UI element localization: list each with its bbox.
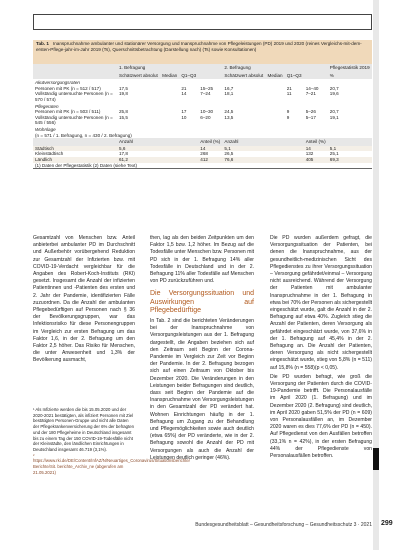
journal-footer: Bundesgesundheitsblatt – Gesundheitsforschung – Gesundheitsschutz 3 · 2021 xyxy=(195,522,372,528)
table-row: Vollständig untersuchte Personen (n = 545 / 556) 15,5 10 6–20 13,5 9 5–17 19,1 xyxy=(35,114,339,126)
table-caption xyxy=(33,40,372,64)
table-section-heading: Wohnlage xyxy=(35,126,56,132)
table-row: Personen mit PK (n = 512 / 517) 17,5 21 15–25 16,7 21 14–40 20,7 xyxy=(35,85,339,91)
table-section-heading: Pflegeraten xyxy=(35,103,59,109)
page-number: 299 xyxy=(381,520,393,527)
table-row: Vollständig untersuchte Personen (n = 570 / 574) 19,8 14 7–24 18,1 11 7–21 19,6 xyxy=(35,91,339,102)
table-row: Kleinstädtisch 17,8 268 26,5 132 25,1 xyxy=(35,151,339,157)
section-subheading: Die Versorgungssituation und Auswirkungen auf Pflegebedürftige xyxy=(150,290,254,314)
data-table xyxy=(33,64,372,169)
running-header-box xyxy=(33,14,372,30)
footnote-2-link[interactable]: ² https://www.rki.de/DE/Content/InfAZ/N/Neuartiges_Coronavirus/Situationsberichte/ Berichte/Sit. berichte_Archiv_ne (abgerufen am 21.05.2021) xyxy=(33,452,190,475)
table-row: Ländlich 61,2 412 76,6 405 69,3 xyxy=(33,157,372,163)
body-paragraph: In Tab. 2 sind die berichteten Veränderungen bei der Inanspruchnahme von Versorgungsleistungen aus der 1. Befragung dargestellt, die Angaben beziehen sich auf den Zeitraum seit Beginn der Corona-Pandemie im Vergleich zur Zeit vor Beginn der Pandemie. In der 2. Befragung bezogen sich auf einen Zeitraum von Oktober bis Dezember 2020. Die Veränderungen in den Leistungen beider Befragungen sind deutlich, dass seit Beginn der Pandemie auf die Inanspruchnahme von Versorgungsleistungen in den Gesamtzahl der PD verändert hat. Wohnen Einrichtungen häufig in der 1. Befragung um Zugang zu der Behandlung und Pflegemöglichkeiten sowie auch deutlich (etwa 65%) der PD veränderte, wie in der 2. Befragung sowohl die Anzahl der PD mit Versorgungen als auch die Anzahl der Leistungen deutlich geringer (46%). xyxy=(150,318,254,461)
footnote-1: ¹ Als Infizierte werden die bis 15.05.2020 und der 2020-2021 bestätigten, als infiziert Personen mit Ziel bestätigten Personen-Gruppe und nicht alle Daten der Pflegekrankenversicherung der 6% der befragten und der 180 Pflegeheime in Deutschland insgesamt bis zu einem Tag der 150 COVID-19-Todesfälle nicht der Kleinstädte, den ländlichen Einrichtungen in Deutschland insgesamt 46.719 (3,1%). xyxy=(33,407,135,452)
table-caption-text: Inanspruchnahme ambulanter und stationärer Versorgung und Inanspruchnahme von Pflegeleistungen (PD) 2019 und 2020 (reines Vergleichs-mit-dem-ersten-Pflege-jahr-im-Jahr 2019 (Ts), Querschnittsbetrachtung (Darstellung nach) (Ts) sowie Konsultationen) xyxy=(36,41,362,53)
page-side-marker xyxy=(373,448,379,470)
table-label: Tab. 1 xyxy=(36,41,49,46)
table-header-row-2: Schätzwert absolut Median Q1–Q3 Schätzwert absolut Median Q1–Q3 % xyxy=(33,72,372,80)
table-section-heading: Akutversorgungsraten xyxy=(35,80,80,86)
table-header-row-1: 1. Befragung 2. Befragung Pflegestatistik 2019 xyxy=(33,64,372,72)
body-column-3 xyxy=(270,235,372,460)
body-column-2 xyxy=(150,235,254,462)
footnotes xyxy=(33,407,190,475)
table-header-row-3: Anzahl Anteil (%) Anzahl Anteil (%) xyxy=(33,138,372,146)
table-footnote-row: (1) Daten der Pflegestatistik (2) Daten (siehe Text) xyxy=(33,163,372,169)
body-column-1 xyxy=(33,235,135,365)
table-section-note: (n = 571 / 1. Befragung, n = 430 / 2. Befragung) xyxy=(35,132,132,138)
table-row: Personen mit PK (n = 503 / 511) 25,8 17 10–30 24,5 9 5–26 20,7 xyxy=(35,109,339,115)
body-paragraph: then, lag als den beiden Zeitpunkten um den Faktor 1,5 bzw. 1,2 höher. Im Bezug auf die Todesfälle unter Menschen bzw. Personen mit PD sich in der 1. Befragung 14% aller Todesfälle in Deutschland und in der 2. Befragung 11% aller Todesfälle auf Menschen von PD zurückzuführen und. xyxy=(150,235,254,285)
table-row: Städtisch 5,6 14 5,1 14 5,1 xyxy=(33,146,372,152)
body-paragraph: Gesamtzahl von Menschen bzw. Anteil anbieterbei ambulanter PD im Durchschnitt und Außerbehör vorübergehend Reduktion zur Gesamtzahl der Infizierten bzw. mit COVID-19-Verdacht vergleichbar für die Angaben des Robert-Koch-Instituts (RKI) gesetzt. Insgesamt die Anzahl der infizierten Patientinnen und -Patienten des ersten und 2. Jahr der Pandemie, identifizierten Fälle zuzuordnen. Da die Anzahl der ambulanten Pflegebedürftigen auf Personen nach § 36 der Bevölkerungsgruppen, war das Infektionsrisiko für diese Personengruppen im Vergleich zur ersten Befragung um das Faktor 1,6, in der 2. Befragung um den Faktor 2,5 höher. Das Risiko für Menschen, die unter Anwesenheit und 1,3% der Bevölkerung ausmacht, xyxy=(33,235,135,364)
body-paragraph: Die PD wurden befragt, wie groß die Versorgung der Patienten durch die COVID-19-Pandemie betrifft. Die Personalausfälle im April 2020 (1. Befragung) und im Dezember 2020 (2. Befragung) sind deutlich, im April 2020 gaben 51,5% der PD (n = 609) von Personalausfällen an, im Dezember 2020 waren es dies 77,6% der PD (n = 450). Auf Pflegedienst von den Ausfällen betroffen (33,1% n = 42%), in der ersten Befragung 44% der Pflegedienste von Personalausfällen betroffen. xyxy=(270,373,372,460)
body-paragraph: Die PD wurden außerdem gefragt, die Versorgungssituation der Patienten, bei denen die Inanspruchnahme, aus der gesundheitlich-medizinischen Sicht des Pflegedienstes zu ihrer Versorgungssituation – Versorgung gefährdet/einmal – Versorgung nicht ausreichend. Während der Versorgung der Patienten mit ambulanter Inanspruchnahme in der 1. Befragung in etwa bei 70% der Personen als sichergestellt eingeschätzt wurde, galt die Anzahl in der 2. Befragung auf etwa 40%. Zugleich stieg die Anzahl der Patienten, deren Versorgung als gefährdet eingeschätzt wurde, von 37,6% in der 1. Befragung auf 45,4% in der 2. Befragung an. Die Anzahl der Patienten, deren Versorgung als nicht sichergestellt eingeschätzt wurde, stieg von 5,8% (n = 511) auf 15,8% (n = 558)(p < 0,05). xyxy=(270,235,372,371)
